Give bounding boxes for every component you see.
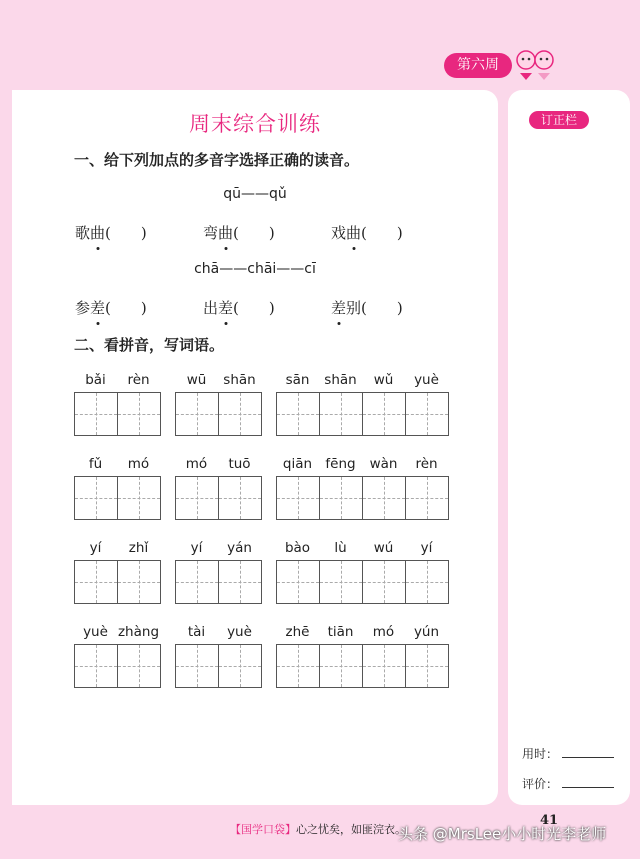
pinyin-word-group <box>175 456 262 520</box>
pinyin-syllable: tài <box>187 624 206 640</box>
page-title: 周末综合训练 <box>189 112 321 136</box>
word-item: 差别( ) <box>331 299 403 317</box>
pinyin-word-group <box>74 624 161 688</box>
pinyin-word-group <box>276 456 449 520</box>
pinyin-syllable: shān <box>324 372 357 388</box>
pinyin-syllable: qiān <box>282 456 313 472</box>
writing-box[interactable] <box>406 561 448 603</box>
writing-box[interactable] <box>176 393 219 435</box>
pinyin-word-group <box>276 624 449 688</box>
answer-blank[interactable]: ( ) <box>105 299 147 317</box>
pinyin-syllable: tuō <box>228 456 251 472</box>
time-field: 用时： <box>522 745 614 762</box>
pinyin-syllable: wū <box>186 372 207 388</box>
pinyin-syllable: yí <box>190 540 203 556</box>
pinyin-word-group <box>175 540 262 604</box>
writing-box[interactable] <box>320 477 363 519</box>
pinyin-syllable: sān <box>285 372 310 388</box>
section-2-heading: 二、看拼音，写词语。 <box>74 336 225 354</box>
pinyin-syllable: yún <box>413 624 440 640</box>
pinyin-syllable: wàn <box>369 456 398 472</box>
writing-box[interactable] <box>320 645 363 687</box>
writing-box[interactable] <box>219 645 261 687</box>
rating-field: 评价： <box>522 775 614 792</box>
pinyin-syllable: yí <box>420 540 433 556</box>
word-item: 歌曲( ) <box>75 224 147 242</box>
pinyin-syllable: mó <box>127 456 150 472</box>
writing-box[interactable] <box>219 393 261 435</box>
writing-box[interactable] <box>406 645 448 687</box>
pinyin-syllable: lù <box>334 540 347 556</box>
answer-blank[interactable]: ( ) <box>361 299 403 317</box>
pinyin-syllable: zhǐ <box>128 540 149 556</box>
writing-box[interactable] <box>176 561 219 603</box>
mascot-icon <box>512 46 558 84</box>
correction-label: 订正栏 <box>529 111 589 129</box>
pinyin-syllable: fǔ <box>88 456 103 472</box>
time-blank[interactable] <box>562 757 614 758</box>
pinyin-syllable: shān <box>223 372 256 388</box>
pinyin-word-group <box>276 372 449 436</box>
pinyin-syllable: wǔ <box>373 372 394 388</box>
pinyin-syllable: wú <box>373 540 394 556</box>
pinyin-options-qu: qū——qǔ <box>223 186 287 202</box>
writing-box[interactable] <box>118 393 160 435</box>
answer-blank[interactable]: ( ) <box>361 224 403 242</box>
writing-box[interactable] <box>320 393 363 435</box>
pinyin-word-group <box>175 372 262 436</box>
word-item: 出差( ) <box>203 299 275 317</box>
pinyin-syllable: zhē <box>285 624 310 640</box>
word-item: 弯曲( ) <box>203 224 275 242</box>
writing-box[interactable] <box>118 477 160 519</box>
pinyin-syllable: yán <box>227 540 252 556</box>
section-1-heading: 一、给下列加点的多音字选择正确的读音。 <box>74 151 360 169</box>
answer-blank[interactable]: ( ) <box>233 224 275 242</box>
writing-box[interactable] <box>363 561 406 603</box>
writing-box[interactable] <box>219 561 261 603</box>
pinyin-word-group <box>74 540 161 604</box>
pinyin-syllable: rèn <box>415 456 438 472</box>
answer-blank[interactable]: ( ) <box>105 224 147 242</box>
rating-blank[interactable] <box>562 787 614 788</box>
pinyin-syllable: yuè <box>83 624 108 640</box>
writing-box[interactable] <box>118 561 160 603</box>
word-item: 戏曲( ) <box>331 224 403 242</box>
pinyin-syllable: yuè <box>227 624 252 640</box>
writing-box[interactable] <box>75 561 118 603</box>
pinyin-syllable: rèn <box>127 372 150 388</box>
writing-box[interactable] <box>176 645 219 687</box>
writing-box[interactable] <box>277 645 320 687</box>
writing-box[interactable] <box>277 561 320 603</box>
writing-box[interactable] <box>176 477 219 519</box>
watermark: 头条 @MrsLee小小时光李老师 <box>398 825 607 843</box>
writing-box[interactable] <box>277 393 320 435</box>
writing-box[interactable] <box>75 477 118 519</box>
pinyin-word-group <box>74 372 161 436</box>
answer-blank[interactable]: ( ) <box>233 299 275 317</box>
pinyin-word-group <box>74 456 161 520</box>
footer-quote: 【国学口袋】心之忧矣，如匪浣衣。 <box>230 823 406 836</box>
writing-box[interactable] <box>363 477 406 519</box>
writing-box[interactable] <box>277 477 320 519</box>
pinyin-word-group <box>175 624 262 688</box>
writing-box[interactable] <box>320 561 363 603</box>
pinyin-syllable: yí <box>89 540 102 556</box>
writing-box[interactable] <box>363 645 406 687</box>
pinyin-syllable: mó <box>372 624 395 640</box>
word-item: 参差( ) <box>75 299 147 317</box>
writing-box[interactable] <box>75 645 118 687</box>
pinyin-syllable: zhàng <box>117 624 160 640</box>
writing-box[interactable] <box>406 477 448 519</box>
week-badge: 第六周 <box>444 53 512 78</box>
page-number: 41 <box>540 813 559 828</box>
pinyin-word-group <box>276 540 449 604</box>
pinyin-syllable: fēng <box>325 456 356 472</box>
pinyin-syllable: tiān <box>327 624 354 640</box>
writing-box[interactable] <box>118 645 160 687</box>
writing-box[interactable] <box>406 393 448 435</box>
pinyin-options-cha: chā——chāi——cī <box>194 261 316 277</box>
pinyin-syllable: mó <box>185 456 208 472</box>
pinyin-syllable: bǎi <box>85 372 106 388</box>
pinyin-syllable: yuè <box>414 372 439 388</box>
writing-box[interactable] <box>363 393 406 435</box>
writing-box[interactable] <box>75 393 118 435</box>
correction-sidebar <box>508 90 630 805</box>
pinyin-syllable: bào <box>284 540 311 556</box>
writing-box[interactable] <box>219 477 261 519</box>
